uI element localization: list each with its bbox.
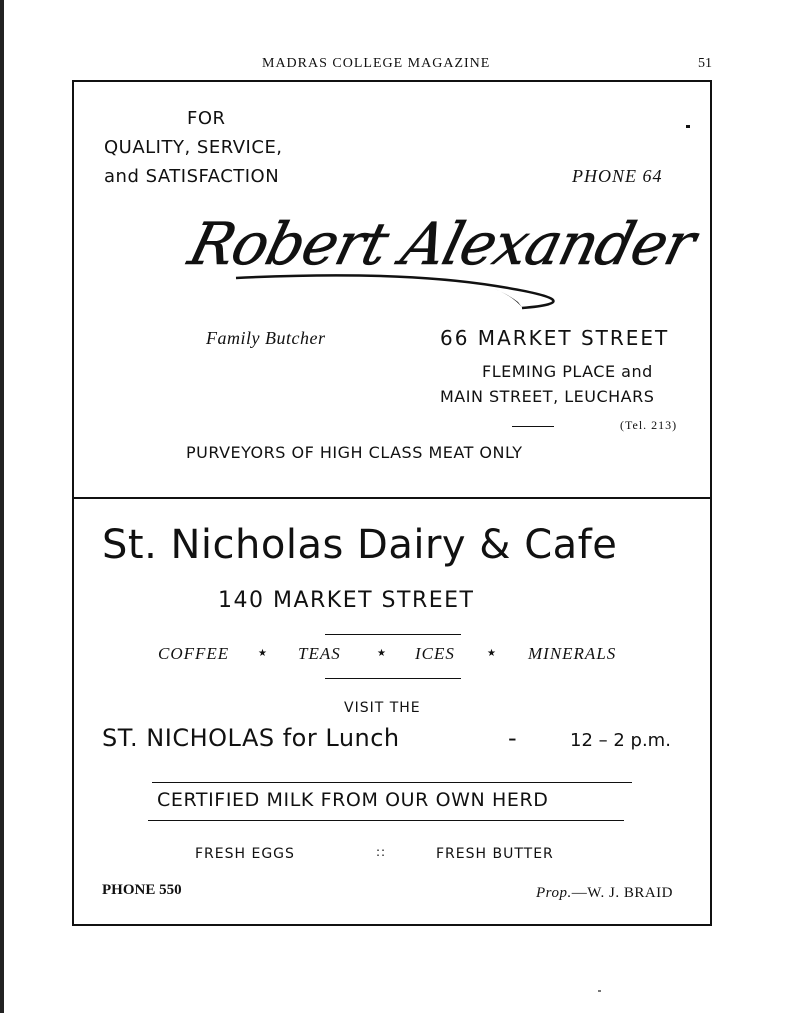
ad-line-satisfaction: and SATISFACTION (104, 166, 280, 187)
lunch-dash: - (508, 724, 517, 752)
lunch-hours: 12 – 2 p.m. (570, 730, 671, 751)
products-top-rule (325, 634, 461, 635)
running-head (0, 56, 800, 74)
fresh-eggs: FRESH EGGS (195, 846, 295, 862)
butcher-tagline: PURVEYORS OF HIGH CLASS MEAT ONLY (186, 443, 523, 462)
page-number: 51 (698, 56, 712, 71)
dairy-name: St. Nicholas Dairy & Cafe (102, 522, 618, 568)
lunch-line: ST. NICHOLAS for Lunch (102, 724, 400, 752)
magazine-title: MADRAS COLLEGE MAGAZINE (262, 56, 491, 71)
certified-milk: CERTIFIED MILK FROM OUR OWN HERD (157, 789, 549, 811)
ad-line-for: FOR (187, 108, 226, 129)
product-coffee: COFFEE (158, 644, 230, 663)
proprietor-name: —W. J. BRAID (571, 885, 673, 901)
proprietor (536, 882, 673, 902)
signature-text: Robert Alexander (182, 209, 702, 278)
star-icon: ★ (377, 648, 386, 659)
advertisement-divider (72, 497, 712, 499)
signature-logo (182, 200, 702, 312)
products-bottom-rule (325, 678, 461, 679)
fresh-butter: FRESH BUTTER (436, 846, 554, 862)
dairy-phone: PHONE 550 (102, 882, 182, 898)
dairy-address: 140 MARKET STREET (218, 588, 475, 613)
ad-line-quality: QUALITY, SERVICE, (104, 137, 283, 158)
tel-leader-line (512, 426, 554, 427)
star-icon: ★ (487, 648, 496, 659)
butcher-phone: PHONE 64 (572, 166, 663, 186)
butcher-tel: (Tel. 213) (620, 418, 678, 432)
separator: :: (376, 845, 387, 859)
visit-the: VISIT THE (344, 700, 421, 716)
product-minerals: MINERALS (528, 644, 617, 663)
ink-speck (686, 125, 690, 128)
butcher-address-fleming: FLEMING PLACE and (482, 362, 653, 381)
signature-graphic (182, 200, 702, 312)
ink-speck (598, 990, 601, 992)
proprietor-label: Prop. (536, 885, 572, 901)
butcher-address-leuchars: MAIN STREET, LEUCHARS (440, 387, 655, 406)
star-icon: ★ (258, 648, 267, 659)
page-edge-shadow (0, 0, 4, 1013)
product-ices: ICES (415, 644, 455, 663)
butcher-address-main: 66 MARKET STREET (440, 326, 670, 350)
milk-bottom-rule (148, 820, 624, 821)
milk-top-rule (152, 782, 632, 783)
product-teas: TEAS (298, 644, 341, 663)
butcher-trade: Family Butcher (206, 328, 326, 348)
